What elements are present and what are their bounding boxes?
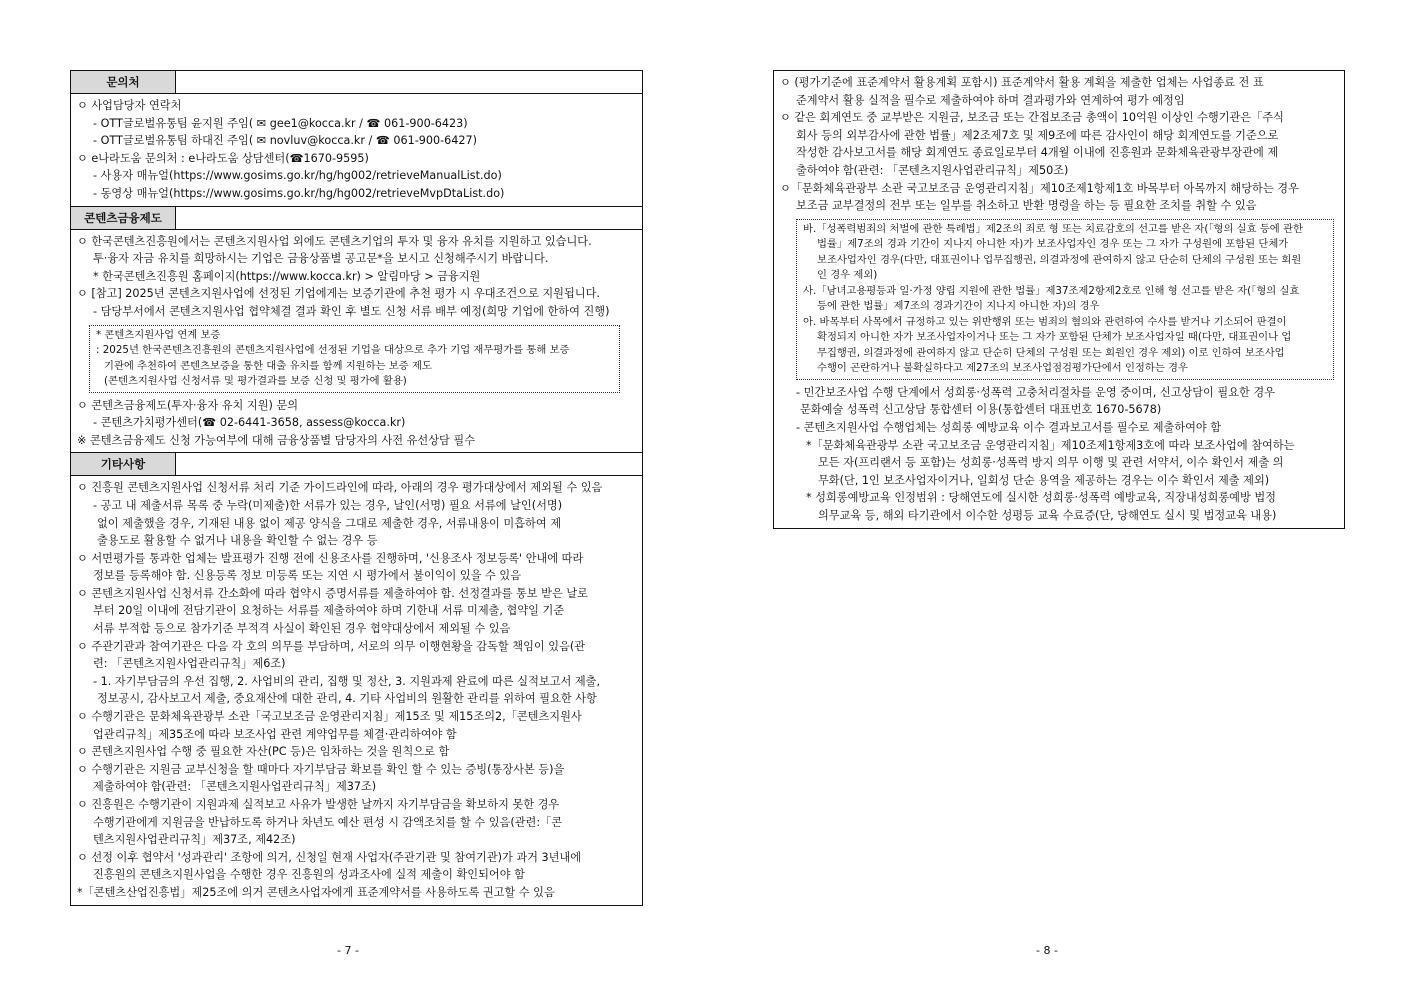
text-line: ㅇ「문화체육관광부 소관 국고보조금 운영관리지침」제10조제1항제1호 바목부터 아목까지 해당하는 경우 [780,181,1299,195]
note-line: 보조사업자인 경우(다만, 대표권이나 업무집행권, 의결과정에 관여하지 않고 단순히 단체의 구성원 또는 회원 [817,253,1302,266]
note-line: : 2025년 한국콘텐츠진흥원의 콘텐츠지원사업에 선정된 기업을 대상으로 추가 기업 재무평가를 통해 보증 [96,344,570,357]
manual-link[interactable]: - 사용자 매뉴얼(https://www.gosims.go.kr/hg/hg002/retrieveManualList.do) [93,169,502,183]
text-line: 출용도로 활용할 수 없거나 내용을 확인할 수 없는 경우 등 [97,534,378,548]
page-8 [773,70,1345,529]
text-line: ㅇ 콘텐츠지원사업 수행 중 필요한 자산(PC 등)은 임차하는 것을 원칙으로 함 [77,745,450,759]
page-number-8: - 8 - [1036,944,1058,957]
text-line: 정보를 등록해야 함. 신용등록 정보 미등록 또는 지연 시 평가에서 불이익이 있을 수 있음 [93,569,522,583]
note-line: 인 경우 제외) [817,269,878,282]
finance-header [71,206,642,230]
text-line: 투·융자 자금 유치를 희망하시는 기업은 금융상품별 공고문*을 보시고 신청해주시기 바랍니다. [93,252,549,266]
text-line: ㅇ 수행기관은 문화체육관광부 소관「국고보조금 운영관리지침」제15조 및 제15조의2,「콘텐츠지원사 [77,710,582,724]
text-line: 모든 자(프리랜서 등 포함)는 성희롱·성폭력 방지 의무 이행 및 관련 서약서, 이수 확인서 제출 의 [818,456,1284,470]
text-line: - 1. 자기부담금의 우선 집행, 2. 사업비의 관리, 집행 및 정산, 3. 지원과제 완료에 따른 실적보고서 제출, [93,674,601,688]
text-line: 련: 「콘텐츠지원사업관리규칙」제6조) [93,657,286,671]
finance-title: 콘텐츠금융제도 [71,207,176,229]
text-line: 출하여야 함(관련: 「콘텐츠지원사업관리규칙」제50조) [796,163,1069,177]
text-line: *「문화체육관광부 소관 국고보조금 운영관리지침」제10조제1항제3호에 따라 보조사업에 참여하는 [806,438,1295,452]
contact-header [71,71,642,94]
text-line: ㅇ 한국콘텐츠진흥원에서는 콘텐츠지원사업 외에도 콘텐츠기업의 투자 및 융자 유치를 지원하고 있습니다. [77,234,592,248]
text-line: ㅇ [참고] 2025년 콘텐츠지원사업에 선정된 기업에게는 보증기관에 추천 평가 시 우대조건으로 지원됩니다. [77,287,600,301]
text-line: 보조금 교부결정의 전부 또는 일부를 취소하고 반환 명령을 하는 등 필요한 조치를 취할 수 있음 [796,199,1257,213]
text-line: - 민간보조사업 수행 단계에서 성희롱·성폭력 고충처리절차를 운영 중이며, 신고상담이 필요한 경우 [796,385,1275,399]
text-line: 없이 제출했을 경우, 기재된 내용 없이 제공 양식을 그대로 제출한 경우, 서류내용이 미흡하여 제 [97,516,562,530]
text-line: 서류 부적합 등으로 참가기준 부적격 사실이 확인된 경우 협약대상에서 제외될 수 있음 [93,622,511,636]
note-line: 바.「성폭력범죄의 처벌에 관한 특례법」제2조의 죄로 형 또는 치료감호의 선고를 받은 자(「형의 실효 등에 관한 [803,222,1303,235]
note-line: 수행이 곤란하거나 불확실하다고 제27조의 보조사업점검평가단에서 인정하는 경우 [817,362,1188,375]
text-line: - 담당부서에서 콘텐츠지원사업 협약체결 결과 확인 후 별도 신청 서류 배부 예정(희망 기업에 한하여 진행) [93,304,610,318]
page8-section [774,71,1344,528]
note-line: 등에 관한 법률」제7조의 경과기간이 지나지 아니한 자)의 경우 [817,300,1100,313]
text-line: ㅇ 주관기관과 참여기관은 다음 각 호의 의무를 부담하며, 서로의 의무 이행현황을 감독할 책임이 있음(관 [77,639,586,653]
text-line: ㅇ 사업담당자 연락처 [77,99,182,112]
text-line: ㅇ 콘텐츠금융제도(투자·융자 유치 지원) 문의 [77,398,299,412]
text-line: - 공고 내 제출서류 목록 중 누락(미제출)한 서류가 있는 경우, 날인(서명) 필요 서류에 날인(서명) [93,498,563,512]
video-manual-link[interactable]: - 동영상 매뉴얼(https://www.gosims.go.kr/hg/hg002/retrieveMvpDtaList.do) [93,186,505,200]
text-line: *「콘텐츠산업진흥법」제25조에 의거 콘텐츠사업자에게 표준계약서를 사용하도록 권고할 수 있음 [77,885,555,899]
note-line: * 콘텐츠지원사업 연계 보증 [96,328,221,341]
finance-section [71,230,642,453]
text-line: 작성한 감사보고서를 해당 회계연도 종료일로부터 4개월 이내에 진흥원과 문화체육관광부장관에 제 [796,146,1279,160]
text-line: ㅇ 같은 회계연도 중 교부받은 지원금, 보조금 또는 간접보조금 총액이 10억원 이상인 수행기관은「주식 [780,111,1284,125]
text-line: 회사 등의 외부감사에 관한 법률」제2조제7호 및 제9조에 따른 감사인이 해당 회계연도를 기준으로 [796,128,1279,142]
note-line: (콘텐츠지원사업 신청서류 및 평가결과를 보증 신청 및 평가에 활용) [104,375,407,388]
text-line: ㅇ (평가기준에 표준계약서 활용계획 포함시) 표준계약서 활용 계획을 제출한 업체는 사업종료 전 표 [780,76,1264,89]
text-line: 무화(단, 1인 보조사업자이거나, 일회성 단순 용역을 제공하는 경우는 이수 확인서 제출 제외) [818,473,1270,487]
text-line: - OTT글로벌유통팀 하대진 주임( ✉ novluv@kocca.kr / ☎ 061-900-6427) [93,134,477,148]
text-line: ㅇ 진흥원 콘텐츠지원사업 신청서류 처리 기준 가이드라인에 따라, 아래의 경우 평가대상에서 제외될 수 있음 [77,481,603,495]
text-line: - OTT글로벌유통팀 윤지원 주임( ✉ gee1@kocca.kr / ☎ 061-900-6423) [93,116,468,130]
sanction-note-box [796,219,1334,380]
contact-title: 문의처 [71,71,176,93]
page-number-7: - 7 - [337,944,359,957]
text-line: 문화예술 성폭력 신고상담 통합센터 이용(통합센터 대표번호 1670-5678) [800,403,1162,417]
text-line: ㅇ 서면평가를 통과한 업체는 발표평가 진행 전에 신용조사를 진행하며, '신용조사 정보등록' 안내에 따라 [77,551,584,565]
text-line: 업관리규칙」제35조에 따라 보조사업 관련 계약업무를 체결·관리하여야 함 [93,727,457,741]
text-line: - 콘텐츠지원사업 수행업체는 성희롱 예방교육 이수 결과보고서를 필수로 제출하여야 함 [796,420,1222,434]
text-line: ㅇ 수행기관은 지원금 교부신청을 할 때마다 자기부담금 확보를 확인 할 수 있는 증빙(통장사본 등)을 [77,762,565,776]
text-line: 텐츠지원사업관리규칙」제37조, 제42조) [93,833,296,847]
etc-header [71,452,642,476]
etc-title: 기타사항 [71,453,176,475]
text-line: 제출하여야 함(관련: 「콘텐츠지원사업관리규칙」제37조) [93,780,377,794]
note-line: 무집행권, 의결과정에 관여하지 않고 단순히 단체의 구성원 또는 회원인 경우 제외) 이로 인하여 보조사업 [817,346,1285,359]
page-7 [70,70,643,906]
text-line: 정보공시, 감사보고서 제출, 중요재산에 대한 관리, 4. 기타 사업비의 원활한 관리를 위하여 필요한 사항 [97,692,597,706]
etc-section [71,476,642,904]
text-line: ㅇ 진흥원은 수행기관이 지원과제 실적보고 사유가 발생한 날까지 자기부담금을 확보하지 못한 경우 [77,798,560,811]
text-line: 준계약서 활용 실적을 필수로 제출하여야 하며 결과평가와 연계하여 평가 예정임 [796,93,1185,107]
text-line: 수행기관에게 지원금을 반납하도록 하거나 차년도 예산 편성 시 감액조치를 할 수 있음(관련:「콘 [93,815,563,829]
text-line: 진흥원의 콘텐츠지원사업을 수행한 경우 진흥원의 성과조사에 실적 제출이 확인되어야 함 [93,868,525,882]
text-line: ㅇ e나라도움 문의처 : e나라도움 상담센터(☎1670-9595) [77,151,369,165]
text-line: 부터 20일 이내에 전담기관이 요청하는 서류를 제출하여야 하며 기한내 서류 미제출, 협약일 기준 [93,604,565,618]
text-line: * 성희롱예방교육 인정범위 : 당해연도에 실시한 성희롱·성폭력 예방교육, 직장내성희롱예방 법정 [806,491,1276,505]
text-line: ㅇ 선정 이후 협약서 '성과관리' 조항에 의거, 신청일 현재 사업자(주관기관 및 참여기관)가 과거 3년내에 [77,850,582,864]
note-line: 사.「남녀고용평등과 일·가정 양립 지원에 관한 법률」제37조제2항제2호로 인해 형 선고를 받은 자(「형의 실효 [803,284,1300,297]
note-line: 확정되지 아니한 자가 보조사업자이거나 또는 그 자가 포함된 단체가 보조사업자일 때(다만, 대표권이나 업 [817,331,1292,344]
contact-section [71,94,642,206]
text-line: ※ 콘텐츠금융제도 신청 가능여부에 대해 금융상품별 담당자의 사전 유선상담 필수 [77,433,476,447]
note-line: 법률」제7조의 경과 기간이 지나지 아니한 자)가 보조사업자인 경우 또는 그 자가 구성원에 포함된 단체가 [817,238,1289,251]
guarantee-note-box [89,325,620,393]
kocca-link-line[interactable]: * 한국콘텐츠진흥원 홈페이지(https://www.kocca.kr) > 알림마당 > 금융지원 [93,269,481,283]
text-line: ㅇ 콘텐츠지원사업 신청서류 간소화에 따라 협약시 증명서류를 제출하여야 함. 선정결과를 통보 받은 날로 [77,586,588,600]
note-line: 아. 바목부터 사목에서 규정하고 있는 위반행위 또는 범죄의 혐의와 관련하여 수사를 받거나 기소되어 판결이 [803,315,1287,328]
text-line: - 콘텐츠가치평가센터(☎ 02-6441-3658, assess@kocca.kr) [93,416,406,430]
note-line: 기관에 추천하여 콘텐츠보증을 통한 대출 유치를 함께 지원하는 보증 제도 [104,359,432,372]
text-line: 의무교육 등, 해외 타기관에서 이수한 성평등 교육 수료증(단, 당해연도 실시 및 법정교육 내용) [818,508,1277,522]
